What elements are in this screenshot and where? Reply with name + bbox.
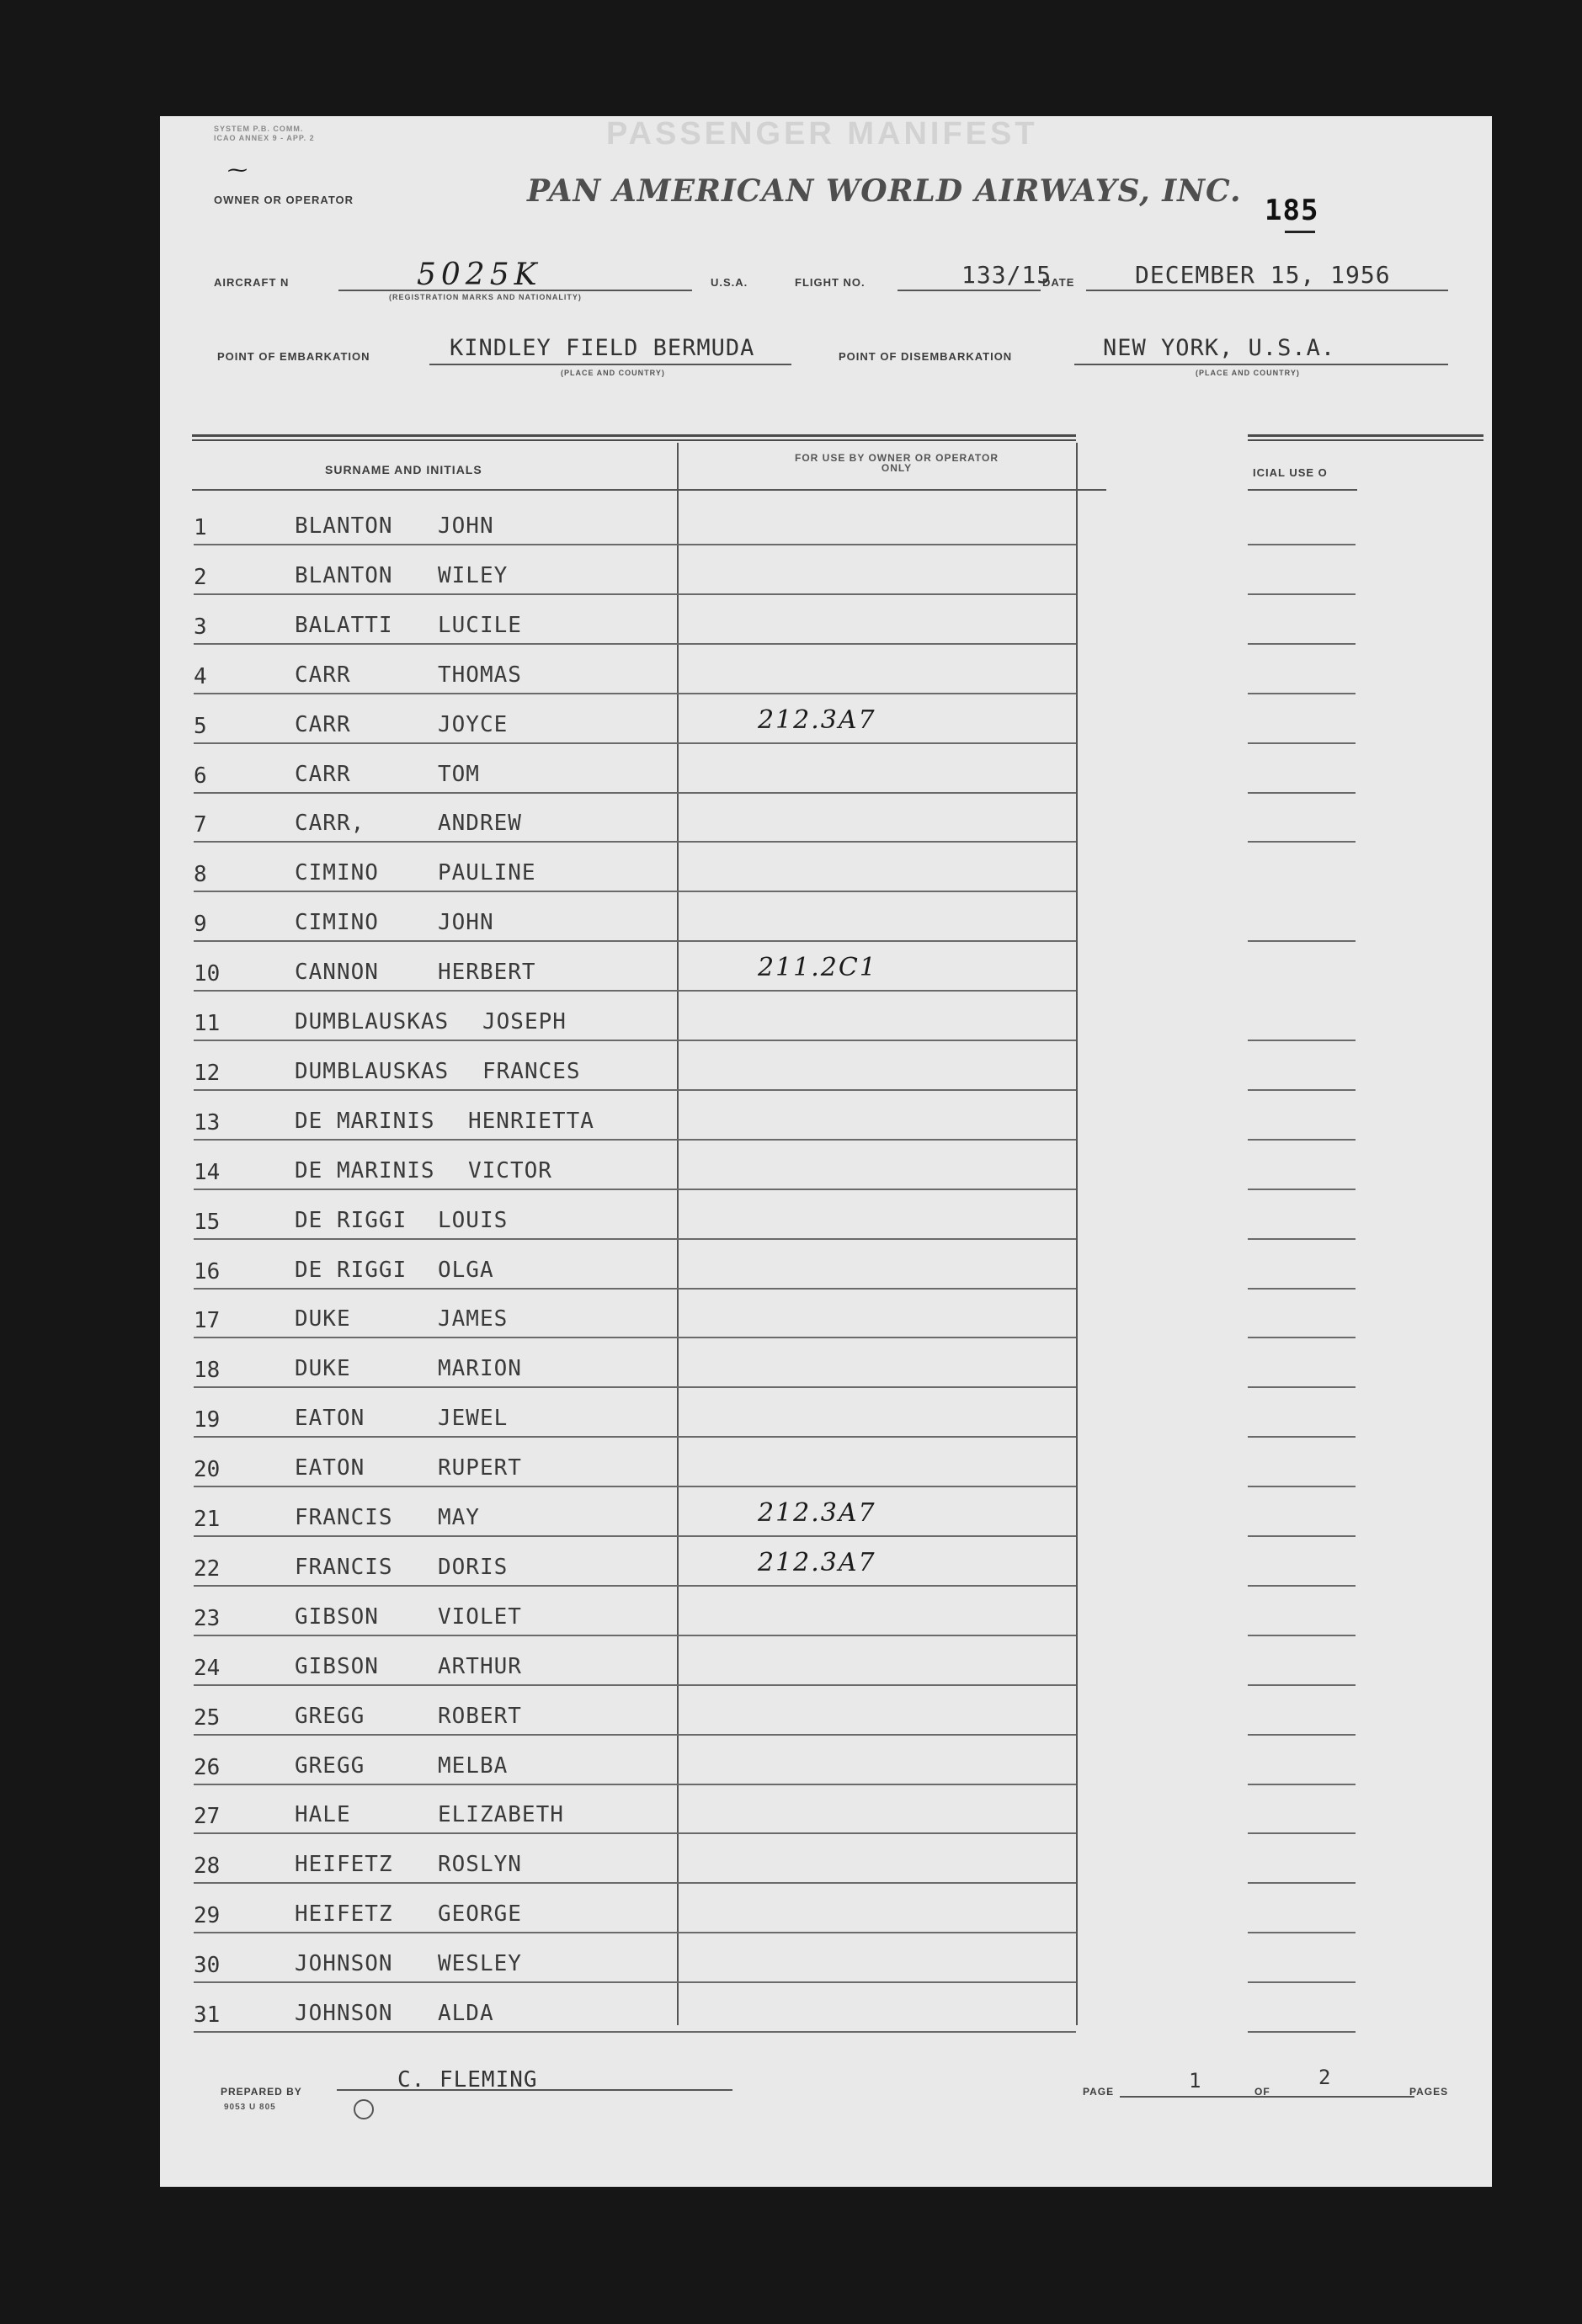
passenger-given-name: OLGA: [438, 1257, 494, 1283]
row-number: 19: [194, 1407, 221, 1433]
row-rule-official: [1248, 1882, 1356, 1884]
row-rule: [194, 1981, 677, 1983]
row-number: 9: [194, 912, 207, 938]
passenger-given-name: FRANCES: [482, 1058, 581, 1084]
row-rule-owner: [677, 1040, 1076, 1041]
page-stamp-underline: [1285, 231, 1315, 233]
faint-form-title: PASSENGER MANIFEST: [606, 116, 1038, 152]
passenger-surname: CIMINO: [295, 910, 379, 936]
passenger-surname: JOHNSON: [295, 1951, 393, 1977]
row-rule-owner: [677, 1486, 1076, 1487]
passenger-given-name: RUPERT: [438, 1455, 522, 1481]
of-label: OF: [1254, 2086, 1270, 2098]
passenger-given-name: PAULINE: [438, 860, 536, 886]
row-rule-official: [1248, 1288, 1356, 1290]
passenger-surname: BLANTON: [295, 513, 393, 539]
passenger-given-name: JOHN: [438, 513, 494, 539]
row-number: 18: [194, 1358, 221, 1384]
corner-stamp-line-2: ICAO ANNEX 9 - APP. 2: [214, 134, 315, 142]
row-rule-official: [1248, 1734, 1356, 1736]
row-number: 14: [194, 1159, 221, 1185]
row-rule: [194, 1337, 677, 1338]
disembarkation-label: POINT OF DISEMBARKATION: [839, 350, 1013, 363]
passenger-surname: DE RIGGI: [295, 1207, 407, 1233]
passenger-surname: HEIFETZ: [295, 1852, 393, 1878]
operator-name: PAN AMERICAN WORLD AIRWAYS, INC.: [527, 173, 1242, 209]
owner-use-note: 212.3A7: [758, 705, 876, 735]
corner-stamp: [214, 125, 315, 143]
row-rule-owner: [677, 1832, 1076, 1834]
row-rule-official: [1248, 1436, 1356, 1438]
row-rule: [194, 792, 677, 794]
row-rule-official: [1248, 1635, 1356, 1636]
row-rule-official: [1248, 1089, 1356, 1091]
row-number: 24: [194, 1655, 221, 1681]
row-rule: [194, 891, 677, 892]
passenger-surname: DE MARINIS: [295, 1157, 435, 1183]
row-rule-owner: [677, 1585, 1076, 1587]
passenger-surname: GREGG: [295, 1703, 365, 1729]
passenger-given-name: JEWEL: [438, 1406, 509, 1432]
row-rule-owner: [677, 1981, 1076, 1983]
col-header-official: ICIAL USE O: [1253, 466, 1328, 479]
row-rule-official: [1248, 1040, 1356, 1041]
passenger-given-name: ROBERT: [438, 1703, 522, 1729]
passenger-given-name: ELIZABETH: [438, 1802, 564, 1828]
row-rule-owner: [677, 544, 1076, 545]
row-rule-official: [1248, 2031, 1356, 2033]
passenger-given-name: MARION: [438, 1356, 522, 1382]
row-rule: [194, 940, 677, 942]
row-number: 17: [194, 1308, 221, 1334]
col-divider-right: [1076, 443, 1078, 2025]
total-pages: 2: [1318, 2066, 1332, 2089]
passenger-given-name: JOHN: [438, 910, 494, 936]
passenger-surname: EATON: [295, 1455, 365, 1481]
row-rule-owner: [677, 1089, 1076, 1091]
row-number: 31: [194, 2002, 221, 2028]
row-rule-official: [1248, 1684, 1356, 1686]
owner-use-note: 212.3A7: [758, 1547, 876, 1577]
row-rule: [194, 742, 677, 744]
passenger-given-name: ANDREW: [438, 811, 522, 837]
row-number: 27: [194, 1804, 221, 1830]
row-rule: [194, 1684, 677, 1686]
row-rule-official: [1248, 940, 1356, 942]
date-value: DECEMBER 15, 1956: [1135, 261, 1391, 289]
row-rule-owner: [677, 891, 1076, 892]
row-number: 29: [194, 1903, 221, 1929]
row-rule-owner: [677, 1882, 1076, 1884]
row-rule-owner: [677, 2031, 1076, 2033]
passenger-given-name: VICTOR: [468, 1157, 552, 1183]
passenger-given-name: LUCILE: [438, 612, 522, 638]
row-rule: [194, 1535, 677, 1537]
row-rule-official: [1248, 1981, 1356, 1983]
owner-use-note: 211.2C1: [758, 953, 877, 983]
table-top-rule-right: [1248, 434, 1483, 437]
registration-caption: (REGISTRATION MARKS AND NATIONALITY): [389, 293, 582, 301]
row-rule-official: [1248, 1832, 1356, 1834]
passenger-given-name: ALDA: [438, 2001, 494, 2026]
flight-value: 133/15: [961, 261, 1052, 289]
row-number: 5: [194, 713, 207, 739]
corner-stamp-line-1: SYSTEM P.B. COMM.: [214, 125, 304, 133]
col-header-owner: FOR USE BY OWNER OR OPERATOR ONLY: [794, 452, 999, 474]
row-rule-official: [1248, 593, 1356, 595]
table-top-rule-left: [192, 434, 1076, 437]
row-rule-official: [1248, 792, 1356, 794]
row-rule-official: [1248, 643, 1356, 645]
row-rule-owner: [677, 1684, 1076, 1686]
row-rule-official: [1248, 1337, 1356, 1338]
row-rule-owner: [677, 990, 1076, 992]
col-header-surname: SURNAME AND INITIALS: [325, 463, 482, 476]
passenger-surname: FRANCIS: [295, 1554, 393, 1580]
row-rule: [194, 693, 677, 694]
header-bottom-rule: [192, 489, 1106, 491]
passenger-surname: CARR: [295, 662, 351, 688]
row-number: 22: [194, 1556, 221, 1582]
col-divider-left: [677, 443, 679, 2025]
row-number: 23: [194, 1605, 221, 1631]
row-number: 2: [194, 564, 207, 590]
row-rule: [194, 1238, 677, 1240]
passenger-surname: JOHNSON: [295, 2001, 393, 2026]
page-label: PAGE: [1083, 2086, 1115, 2098]
embarkation-caption: (PLACE AND COUNTRY): [561, 369, 665, 377]
passenger-given-name: GEORGE: [438, 1901, 522, 1928]
row-rule-official: [1248, 1535, 1356, 1537]
passenger-surname: DUMBLAUSKAS: [295, 1009, 450, 1034]
row-number: 4: [194, 663, 207, 689]
owner-use-note: 212.3A7: [758, 1498, 876, 1528]
union-label-seal: [354, 2099, 374, 2119]
passenger-surname: CARR: [295, 761, 351, 787]
passenger-surname: DE MARINIS: [295, 1108, 435, 1134]
passenger-surname: GIBSON: [295, 1603, 379, 1630]
passenger-surname: CARR: [295, 711, 351, 737]
row-rule-official: [1248, 544, 1356, 545]
passenger-given-name: JAMES: [438, 1306, 509, 1332]
row-rule-owner: [677, 792, 1076, 794]
row-rule-official: [1248, 1238, 1356, 1240]
row-rule: [194, 1436, 677, 1438]
row-rule: [194, 841, 677, 843]
row-rule-official: [1248, 742, 1356, 744]
embarkation-underline: [429, 364, 791, 365]
aircraft-label: AIRCRAFT N: [214, 276, 290, 289]
passenger-given-name: LOUIS: [438, 1207, 509, 1233]
prepared-value: C. FLEMING: [397, 2067, 538, 2093]
row-rule: [194, 1932, 677, 1933]
embarkation-value: KINDLEY FIELD BERMUDA: [450, 335, 755, 361]
row-rule: [194, 1189, 677, 1190]
row-rule: [194, 544, 677, 545]
row-rule-owner: [677, 643, 1076, 645]
row-rule-owner: [677, 940, 1076, 942]
page-underline: [1120, 2096, 1414, 2098]
row-rule-owner: [677, 1139, 1076, 1141]
passenger-surname: DUMBLAUSKAS: [295, 1058, 450, 1084]
owner-scribble: ⁓: [227, 158, 248, 182]
row-rule-owner: [677, 1932, 1076, 1933]
prepared-label: PREPARED BY: [221, 2086, 302, 2098]
row-rule-owner: [677, 693, 1076, 694]
table-top-rule-right-2: [1248, 439, 1483, 441]
row-number: 16: [194, 1258, 221, 1284]
passenger-surname: DE RIGGI: [295, 1257, 407, 1283]
row-rule-owner: [677, 1436, 1076, 1438]
passenger-surname: DUKE: [295, 1306, 351, 1332]
disembarkation-caption: (PLACE AND COUNTRY): [1196, 369, 1300, 377]
row-rule-owner: [677, 1734, 1076, 1736]
passenger-surname: CANNON: [295, 960, 379, 986]
row-rule-official: [1248, 1139, 1356, 1141]
passenger-surname: EATON: [295, 1406, 365, 1432]
embarkation-label: POINT OF EMBARKATION: [217, 350, 370, 363]
row-rule-official: [1248, 1189, 1356, 1190]
aircraft-underline: [338, 290, 692, 291]
row-rule: [194, 593, 677, 595]
row-rule-owner: [677, 1337, 1076, 1338]
passenger-given-name: HERBERT: [438, 960, 536, 986]
row-rule: [194, 1288, 677, 1290]
form-code: 9053 U 805: [224, 2103, 276, 2112]
passenger-given-name: MELBA: [438, 1752, 509, 1779]
passenger-given-name: DORIS: [438, 1554, 509, 1580]
passenger-surname: GREGG: [295, 1752, 365, 1779]
flight-label: FLIGHT NO.: [795, 276, 866, 289]
row-number: 13: [194, 1109, 221, 1135]
row-number: 15: [194, 1209, 221, 1235]
manifest-sheet: [160, 116, 1492, 2187]
row-number: 12: [194, 1060, 221, 1086]
header-bottom-rule-right: [1248, 489, 1357, 491]
passenger-given-name: JOYCE: [438, 711, 509, 737]
passenger-surname: DUKE: [295, 1356, 351, 1382]
row-rule: [194, 1040, 677, 1041]
prepared-underline: [337, 2089, 732, 2091]
row-rule-official: [1248, 1386, 1356, 1388]
row-rule: [194, 990, 677, 992]
passenger-given-name: WESLEY: [438, 1951, 522, 1977]
page-stamp-number: 185: [1265, 194, 1319, 227]
row-rule-official: [1248, 841, 1356, 843]
passenger-given-name: MAY: [438, 1505, 480, 1530]
passenger-surname: CIMINO: [295, 860, 379, 886]
row-rule-owner: [677, 841, 1076, 843]
row-rule: [194, 1386, 677, 1388]
row-rule-owner: [677, 742, 1076, 744]
owner-label: OWNER OR OPERATOR: [214, 194, 354, 206]
passenger-surname: GIBSON: [295, 1653, 379, 1679]
pages-label: PAGES: [1409, 2086, 1449, 2098]
row-rule-official: [1248, 1486, 1356, 1487]
row-number: 8: [194, 862, 207, 888]
passenger-given-name: ARTHUR: [438, 1653, 522, 1679]
passenger-given-name: TOM: [438, 761, 480, 787]
row-number: 20: [194, 1457, 221, 1483]
row-number: 6: [194, 763, 207, 789]
row-rule: [194, 1585, 677, 1587]
row-rule-official: [1248, 1585, 1356, 1587]
row-number: 1: [194, 515, 207, 540]
row-rule-owner: [677, 1189, 1076, 1190]
passenger-given-name: WILEY: [438, 562, 509, 588]
passenger-surname: HALE: [295, 1802, 351, 1828]
passenger-surname: HEIFETZ: [295, 1901, 393, 1928]
passenger-given-name: HENRIETTA: [468, 1108, 594, 1134]
row-rule-owner: [677, 1386, 1076, 1388]
row-number: 30: [194, 1953, 221, 1979]
row-rule: [194, 1486, 677, 1487]
row-rule: [194, 1832, 677, 1834]
passenger-given-name: ROSLYN: [438, 1852, 522, 1878]
passenger-given-name: JOSEPH: [482, 1009, 567, 1034]
row-rule-official: [1248, 1784, 1356, 1785]
row-rule: [194, 1734, 677, 1736]
row-rule: [194, 1635, 677, 1636]
row-rule-owner: [677, 593, 1076, 595]
row-number: 21: [194, 1507, 221, 1532]
usa-label: U.S.A.: [711, 276, 748, 289]
row-rule-owner: [677, 1635, 1076, 1636]
row-number: 7: [194, 812, 207, 838]
row-number: 25: [194, 1704, 221, 1731]
row-number: 10: [194, 961, 221, 987]
row-rule-official: [1248, 693, 1356, 694]
passenger-given-name: VIOLET: [438, 1603, 522, 1630]
row-number: 3: [194, 614, 207, 640]
aircraft-value: 5025K: [417, 258, 542, 292]
row-rule: [194, 1089, 677, 1091]
row-number: 11: [194, 1011, 221, 1036]
date-underline: [1086, 290, 1448, 291]
row-rule: [194, 643, 677, 645]
row-rule-owner: [677, 1535, 1076, 1537]
row-rule-owner: [677, 1238, 1076, 1240]
row-rule-official: [1248, 1932, 1356, 1933]
date-label: DATE: [1042, 276, 1075, 289]
row-rule: [194, 1882, 677, 1884]
row-rule: [194, 1139, 677, 1141]
passenger-surname: CARR,: [295, 811, 365, 837]
row-rule: [194, 1784, 677, 1785]
passenger-surname: BLANTON: [295, 562, 393, 588]
row-number: 26: [194, 1754, 221, 1780]
disembarkation-value: NEW YORK, U.S.A.: [1103, 335, 1336, 361]
row-rule: [194, 2031, 677, 2033]
flight-underline: [898, 290, 1041, 291]
table-top-rule-left-2: [192, 439, 1076, 441]
row-rule-owner: [677, 1784, 1076, 1785]
row-rule-owner: [677, 1288, 1076, 1290]
passenger-surname: BALATTI: [295, 612, 393, 638]
disembarkation-underline: [1074, 364, 1448, 365]
page-value: 1: [1189, 2069, 1202, 2093]
row-number: 28: [194, 1853, 221, 1880]
passenger-surname: FRANCIS: [295, 1505, 393, 1530]
passenger-given-name: THOMAS: [438, 662, 522, 688]
